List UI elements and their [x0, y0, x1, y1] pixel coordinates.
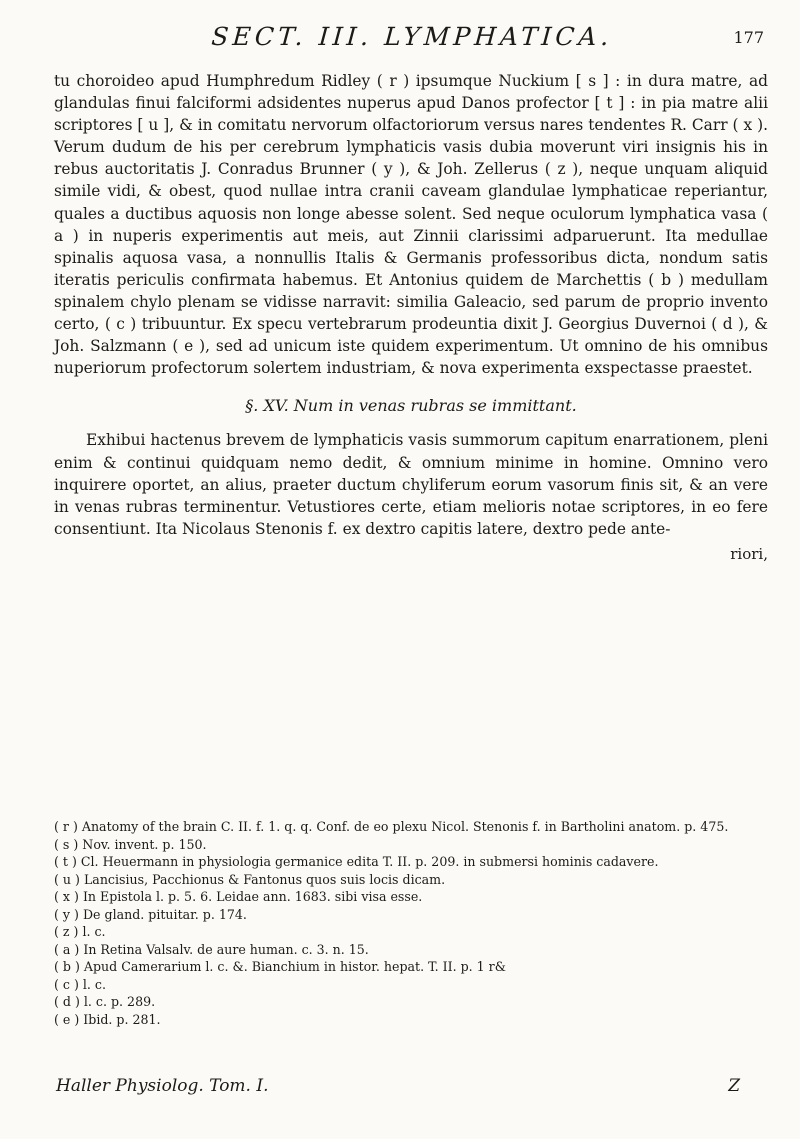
paragraph-1: tu choroideo apud Humphredum Ridley ( r ) ipsumque Nuckium [ s ] : in dura matre, ad glandulas finui falciformi adsidentes nuperus apud Danos profector [ t ] : in pia matre alii scriptores [ u ], & in comitatu nervorum olfactoriorum versus nares tendentes R. Carr ( x ). Verum dudum de his per cerebrum lymphaticis vasis dubia moverunt viri insignis his in rebus auctoritatis J. Conradus Brunner ( y ), & Joh. Zellerus ( z ), neque unquam aliquid simile vidi, & obest, quod nullae intra cranii caveam glandulae lymphaticae reperiantur, quales a ductibus aquosis non longe abesse solent. Sed neque oculorum lymphatica vasa ( a ) in nuperis experimentis aut meis, aut Zinnii clarissimi adparuerunt. Ita medullae spinalis aquosa vasa, a nonnullis Italis & Germanis professoribus dicta, nondum satis iteratis periculis confirmata habemus. Et Antonius quidem de Marchettis ( b ) medullam spinalem chylo plenam se vidisse narravit: similia Galeacio, sed parum de proprio invento certo, ( c ) tribuuntur. Ex specu vertebrarum prodeuntia dixit J. Georgius Duvernoi ( d ), & Joh. Salzmann ( e ), sed ad unicum iste quidem experimentum. Ut omnino de his omnibus nuperiorum profectorum solertem industriam, & nova experimenta exspectasse praestet.	[54, 72, 768, 378]
page-number: 177	[733, 28, 764, 47]
footnote-c: ( c ) l. c.	[54, 976, 106, 992]
footnotes	[54, 818, 768, 1028]
signature-mark: Z	[728, 1076, 740, 1096]
paragraph-2: Exhibui hactenus brevem de lymphaticis vasis summorum capitum enarrationem, pleni enim & continui quidquam nemo dedit, & omnium minime in homine. Omnino vero inquirere oportet, an alius, praeter ductum chyliferum eorum vasorum finis sit, & an vere in venas rubras terminentur. Vetustiores certe, etiam melioris notae scriptores, in eo fere consentiunt. Ita Nicolaus Stenonis f. ex dextro capitis latere, dextro pede ante-	[54, 431, 768, 538]
footnote-t: ( t ) Cl. Heuermann in physiologia germanice edita T. II. p. 209. in submersi hominis cadavere.	[54, 854, 659, 869]
footnote-x: ( x ) In Epistola l. p. 5. 6. Leidae ann. 1683. sibi visa esse.	[54, 889, 423, 904]
footnote-r: ( r ) Anatomy of the brain C. II. f. 1. q. q. Conf. de eo plexu Nicol. Stenonis f. in Bartholini anatom. p. 475.	[54, 819, 729, 834]
page-footer	[56, 1076, 740, 1102]
footnote-b: ( b ) Apud Camerarium l. c. &. Bianchium in histor. hepat. T. II. p. 1 r&	[54, 959, 506, 974]
running-head: SECT. III. LYMPHATICA.	[210, 22, 614, 51]
main-text	[54, 70, 768, 565]
page-header	[60, 22, 764, 62]
section-title: §. XV. Num in venas rubras se immittant.	[245, 396, 577, 416]
footnote-z: ( z ) l. c.	[54, 924, 106, 939]
catchword: riori,	[730, 544, 768, 563]
footnote-e: ( e ) Ibid. p. 281.	[54, 1011, 161, 1027]
footnote-a: ( a ) In Retina Valsalv. de aure human. c. 3. n. 15.	[54, 941, 369, 957]
footnote-y: ( y ) De gland. pituitar. p. 174.	[54, 906, 247, 922]
footer-title: Haller Physiolog. Tom. I.	[56, 1076, 269, 1096]
footnote-s: ( s ) Nov. invent. p. 150.	[54, 836, 207, 852]
footnote-d: ( d ) l. c. p. 289.	[54, 994, 156, 1009]
footnote-u: ( u ) Lancisius, Pacchionus & Fantonus quos suis locis dicam.	[54, 871, 446, 887]
